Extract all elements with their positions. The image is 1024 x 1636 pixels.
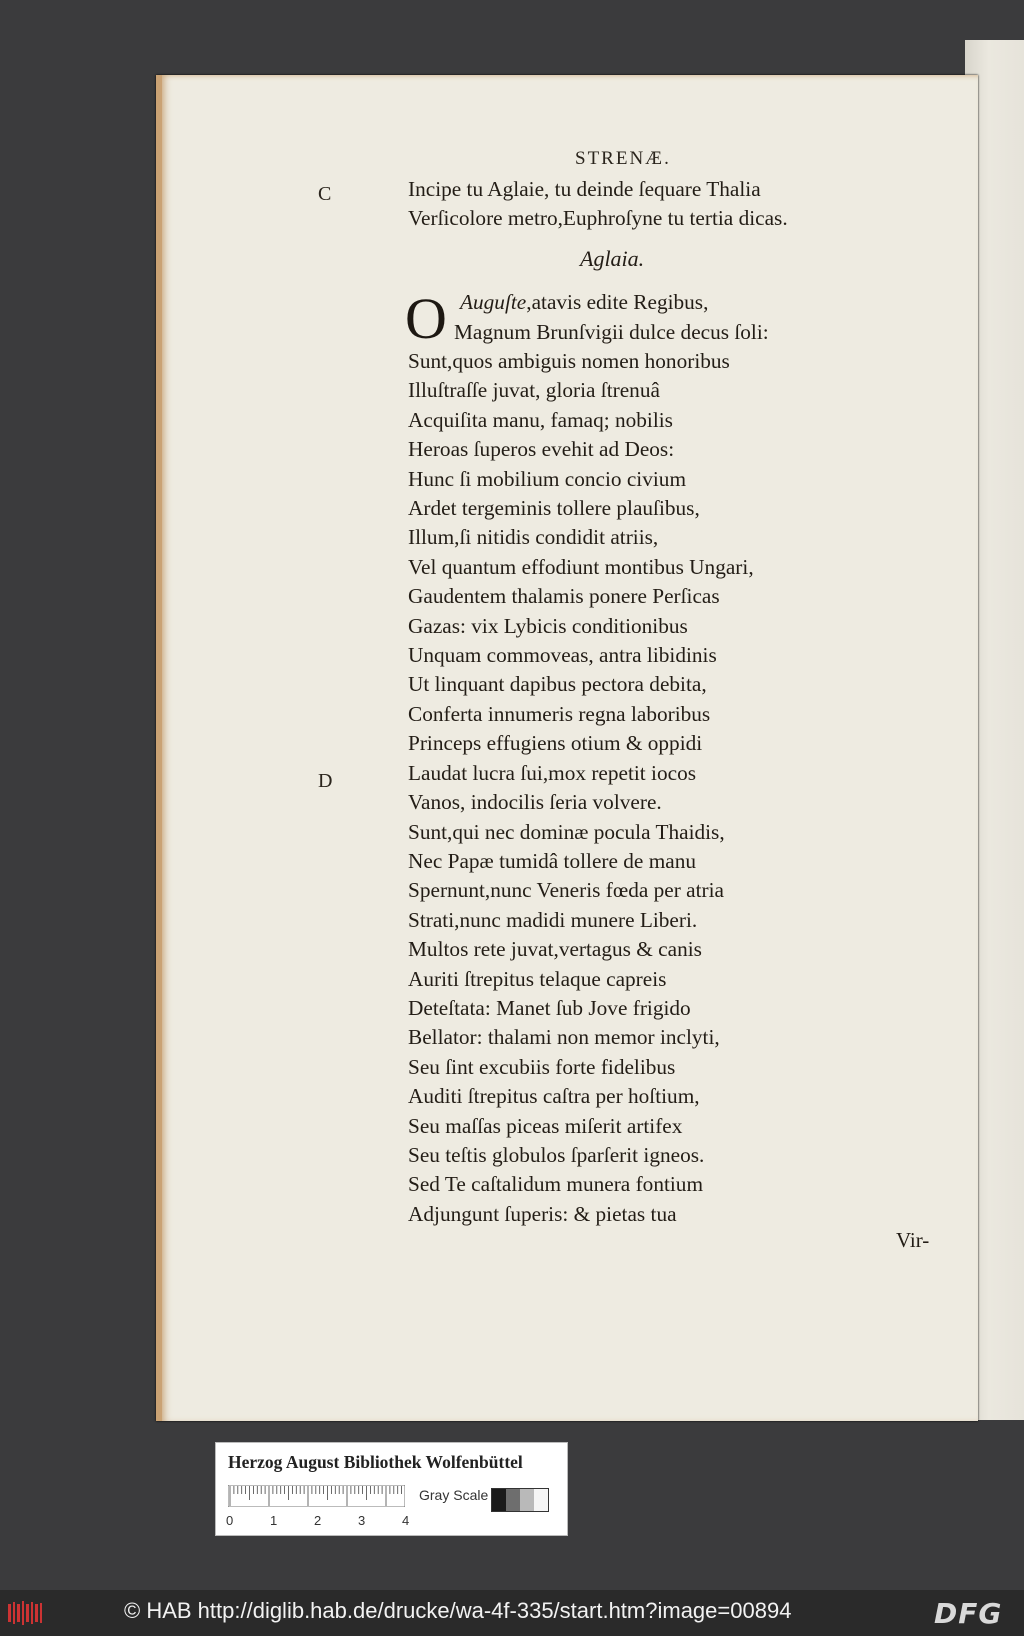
catchword: Vir-: [896, 1228, 930, 1252]
verse-line: Seu maſſas piceas miſerit artifex: [408, 1113, 683, 1138]
intro-lines: [408, 175, 788, 234]
verse-line: Sunt,qui nec dominæ pocula Thaidis,: [408, 819, 725, 844]
first-line-italic: Auguſte: [460, 290, 527, 314]
first-verse-line: [460, 288, 708, 317]
ruler-number: 2: [314, 1513, 322, 1528]
verse-line: Ut linquant dapibus pectora debita,: [408, 672, 707, 697]
verse-line: Laudat lucra ſui,mox repetit iocos: [408, 760, 697, 785]
ruler-ticks: [228, 1485, 405, 1507]
verse-line: Sed Te caſtalidum munera fontium: [408, 1172, 704, 1197]
verse-line: Vanos, indocilis ſeria volvere.: [408, 790, 662, 815]
verse-line: Gazas: vix Lybicis conditionibus: [408, 613, 688, 638]
verse-line: Auriti ſtrepitus telaque capreis: [408, 966, 667, 991]
gray-swatch: [492, 1489, 506, 1511]
ruler-number: 1: [270, 1513, 278, 1528]
ruler-number: 3: [358, 1513, 366, 1528]
verse-line: Acquiſita manu, famaq; nobilis: [408, 407, 673, 432]
poem-title: Aglaia.: [580, 246, 645, 271]
verse-block: [408, 347, 754, 1229]
verse-line: Nec Papæ tumidâ tollere de manu: [408, 848, 697, 873]
gray-swatch: [506, 1489, 520, 1511]
verse-line: Hunc ſi mobilium concio civium: [408, 466, 687, 491]
verse-line: Gaudentem thalamis ponere Perſicas: [408, 584, 720, 609]
dropcap: O: [405, 286, 447, 351]
verse-line: Multos rete juvat,vertagus & canis: [408, 937, 702, 962]
second-verse-line: Magnum Brunſvigii dulce decus ſoli:: [454, 320, 769, 344]
gray-scale-label: Gray Scale: [419, 1487, 489, 1503]
footer-bar: [0, 1590, 1024, 1636]
gray-scale-swatches: [491, 1488, 549, 1512]
verse-line: Auditi ſtrepitus caſtra per hoſtium,: [408, 1084, 700, 1109]
verse-line: Ardet tergeminis tollere plauſibus,: [408, 496, 700, 521]
library-color-label: [215, 1442, 568, 1536]
verse-line: Seu ſint excubiis forte fidelibus: [408, 1054, 676, 1079]
measurement-ruler: [228, 1485, 405, 1507]
intro-line: Incipe tu Aglaie, tu deinde ſequare Thalia: [408, 177, 761, 201]
ruler-number: 4: [402, 1513, 410, 1528]
verse-line: Strati,nunc madidi munere Liberi.: [408, 907, 698, 932]
copyright-url: © HAB http://diglib.hab.de/drucke/wa-4f-335/start.htm?image=00894: [124, 1598, 792, 1623]
verse-line: Heroas ſuperos evehit ad Deos:: [408, 437, 675, 462]
intro-line: Verſicolore metro,Euphroſyne tu tertia dicas.: [408, 206, 788, 231]
margin-marker-c: C: [318, 183, 332, 205]
verse-line: Deteſtata: Manet ſub Jove frigido: [408, 995, 691, 1020]
verse-line: Princeps effugiens otium & oppidi: [408, 731, 703, 756]
verse-line: Unquam commoveas, antra libidinis: [408, 643, 717, 668]
verse-line: Illum,ſi nitidis condidit atriis,: [408, 525, 659, 550]
verse-line: Spernunt,nunc Veneris fœda per atria: [408, 878, 725, 903]
ruler-numbers: [226, 1513, 416, 1531]
verse-line: Illuſtraſſe juvat, gloria ſtrenuâ: [408, 378, 660, 403]
gray-swatch: [520, 1489, 534, 1511]
gray-swatch: [534, 1489, 548, 1511]
library-name: Herzog August Bibliothek Wolfenbüttel: [228, 1452, 523, 1472]
margin-marker-d: D: [318, 770, 333, 792]
barcode-logo-icon: [6, 1598, 46, 1628]
verse-line: Adjungunt ſuperis: & pietas tua: [408, 1201, 677, 1226]
dfg-logo: DFG: [934, 1597, 1003, 1630]
verse-line: Bellator: thalami non memor inclyti,: [408, 1025, 720, 1050]
verse-line: Vel quantum effodiunt montibus Ungari,: [408, 554, 754, 579]
running-head: STRENÆ.: [575, 148, 671, 169]
first-line-rest: ,atavis edite Regibus,: [526, 290, 709, 314]
verse-line: Seu teſtis globulos ſparſerit igneos.: [408, 1142, 705, 1167]
verse-line: Conferta innumeris regna laboribus: [408, 701, 711, 726]
ruler-number: 0: [226, 1513, 234, 1528]
verse-line: Sunt,quos ambiguis nomen honoribus: [408, 349, 730, 373]
